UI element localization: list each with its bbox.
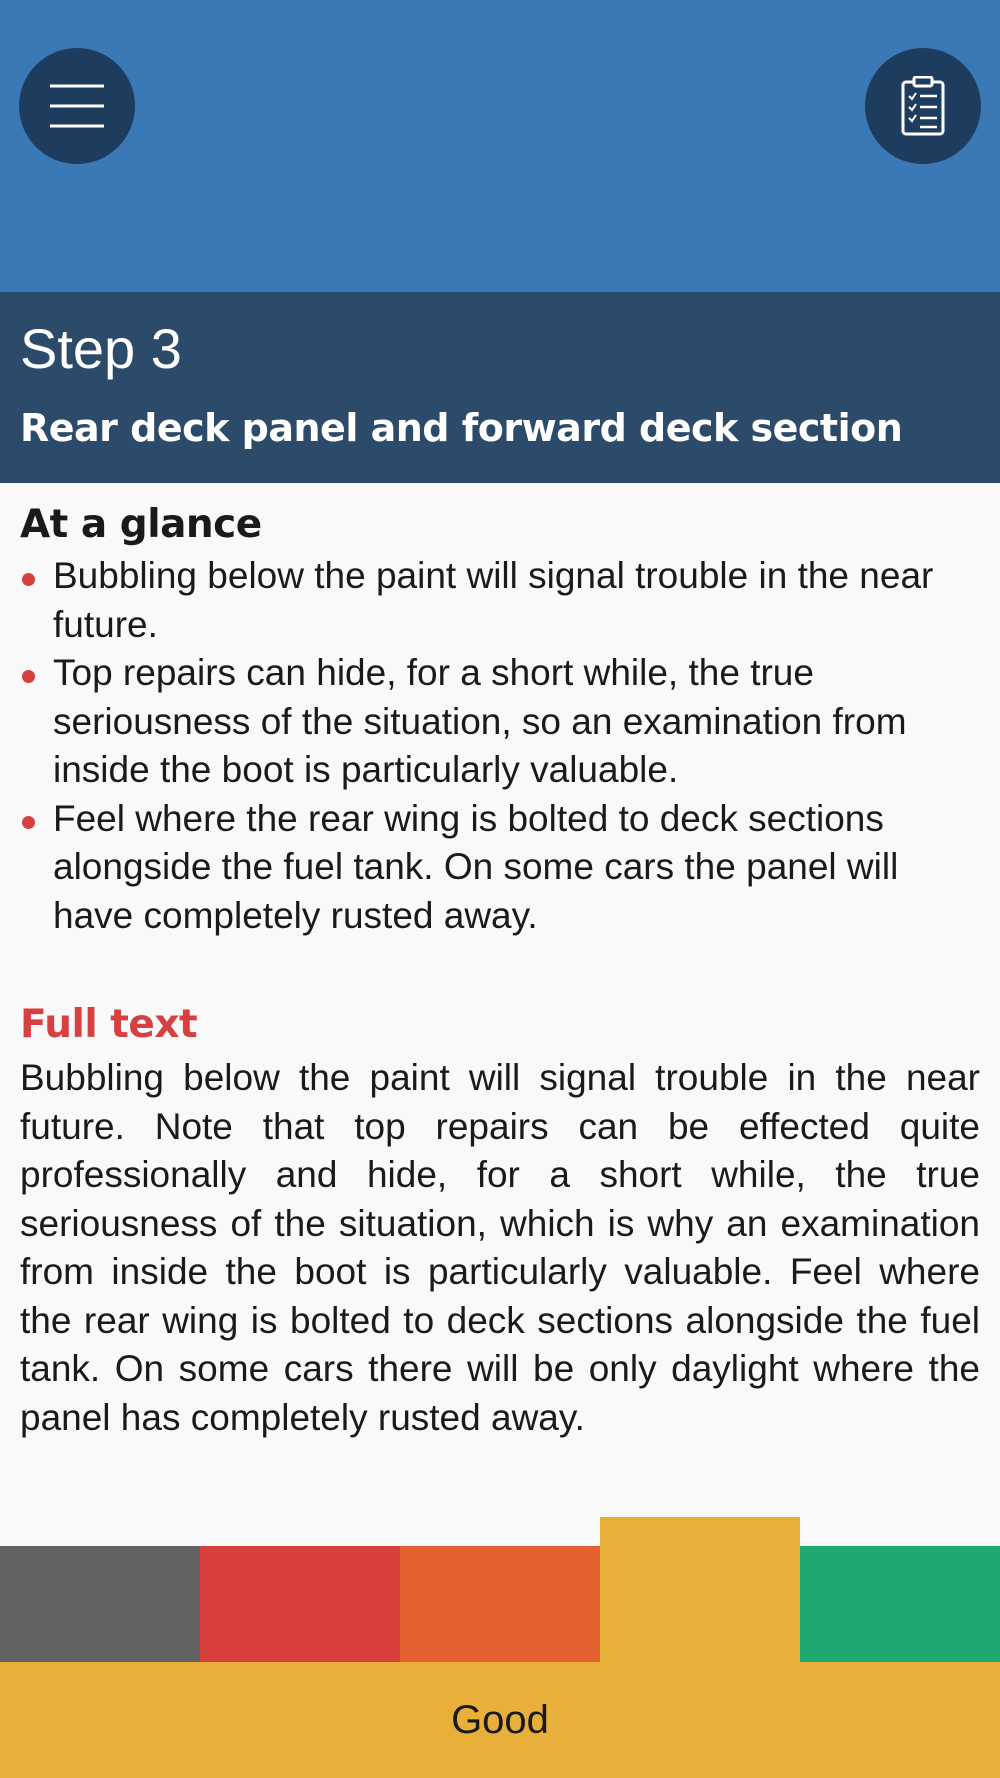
rating-label: Good [451,1697,549,1742]
rating-segment-1[interactable] [0,1546,200,1662]
full-text-heading: Full text [20,1002,198,1047]
clipboard-checklist-icon [901,76,945,136]
bullet-icon [22,670,35,683]
hamburger-menu-icon [49,83,105,129]
full-text-body: Bubbling below the paint will signal trouble in the near future. Note that top repairs can be effected quite professionally and hide, for a short while, the true seriousness of the situation, which is why an examination from inside the boot is particularly valuable. Feel where the rear wing is bolted to deck sections alongside the fuel tank. On some cars there will be only daylight where the panel has completely rusted away. [20,1057,980,1438]
list-item-text: Feel where the rear wing is bolted to deck sections alongside the fuel tank. On some cars the panel will have completely rusted away. [53,797,899,936]
top-bar [0,0,1000,292]
at-a-glance-heading: At a glance [20,502,262,547]
rating-segment-2[interactable] [200,1546,400,1662]
list-item [20,649,980,795]
list-item-text: Bubbling below the paint will signal trouble in the near future. [53,555,934,645]
at-a-glance-list [20,552,980,940]
rating-segment-3[interactable] [400,1546,600,1662]
rating-segment-5[interactable] [800,1546,1000,1662]
list-item-text: Top repairs can hide, for a short while, the true seriousness of the situation, so an examination from inside the boot is particularly valuable. [53,652,907,790]
menu-button[interactable] [19,48,135,164]
step-header [0,292,1000,483]
bullet-icon [22,573,35,586]
list-item [20,795,980,941]
step-title: Rear deck panel and forward deck section [20,406,903,450]
checklist-button[interactable] [865,48,981,164]
content-area [20,500,980,1442]
rating-label-bar [0,1662,1000,1778]
step-number: Step 3 [20,317,182,380]
list-item [20,552,980,649]
rating-segment-4[interactable] [600,1517,800,1662]
bullet-icon [22,816,35,829]
condition-rating-bar [0,1517,1000,1778]
